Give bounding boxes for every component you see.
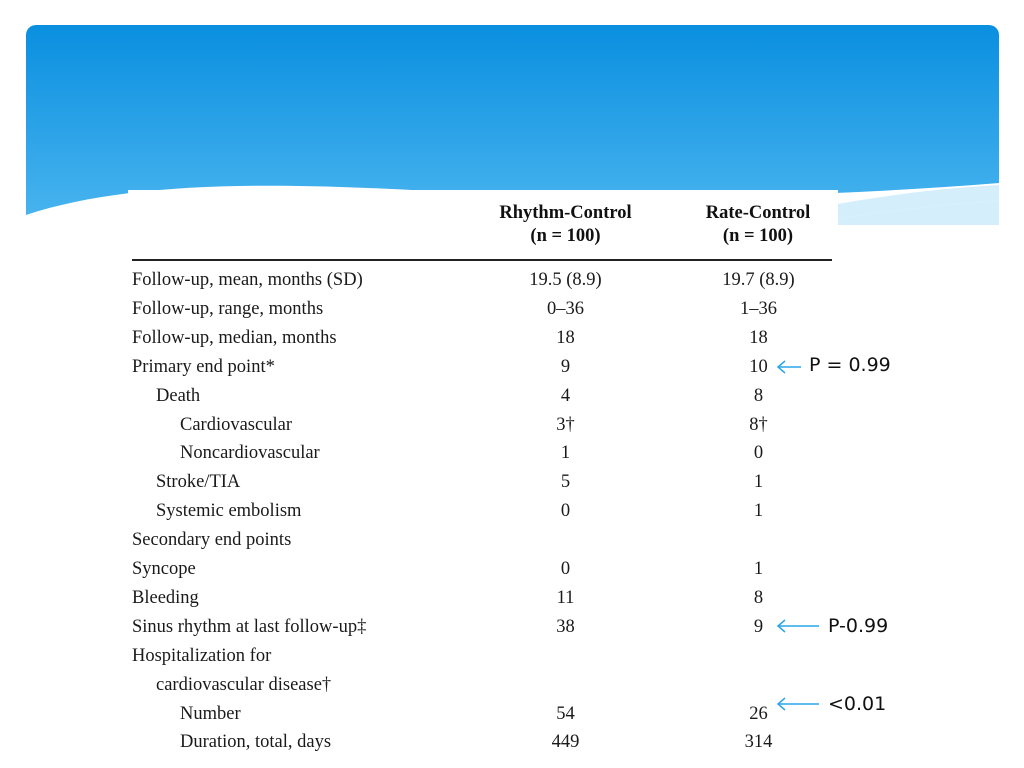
rate-control-value: 8† [749, 414, 768, 435]
rhythm-control-value: 1 [560, 443, 571, 464]
row-label: Secondary end points [132, 530, 292, 551]
header-sample-size: (n = 100) [530, 226, 601, 246]
row-label: Sinus rhythm at last follow-up‡ [132, 616, 367, 637]
table-row [128, 617, 838, 645]
table-row [128, 472, 838, 500]
rhythm-control-value: 0 [560, 501, 571, 522]
row-label: Follow-up, mean, months (SD) [132, 270, 363, 290]
table-row [128, 646, 838, 674]
row-label: Primary end point* [132, 356, 275, 377]
rhythm-control-value: 0 [560, 559, 571, 579]
row-label: Death [156, 385, 201, 406]
rate-control-value: 314 [744, 732, 773, 753]
rhythm-control-value: 5 [560, 472, 571, 493]
row-label: Number [180, 703, 241, 724]
rate-control-value: 9 [753, 616, 764, 637]
table-row [128, 357, 838, 385]
table-row [128, 443, 838, 471]
rhythm-control-value: 4 [560, 385, 571, 406]
rhythm-control-value: 19.5 (8.9) [529, 270, 602, 290]
results-table [128, 190, 838, 768]
rate-control-value: 8 [753, 587, 764, 608]
rate-control-value: 1 [753, 472, 764, 493]
table-row [128, 675, 838, 703]
rate-control-value: 1–36 [740, 298, 777, 319]
table-row [128, 501, 838, 529]
table-row [128, 328, 838, 356]
header-title: Rhythm-Control [499, 203, 632, 223]
p-value-annotation: <0.01 [828, 693, 887, 715]
header-title: Rate-Control [705, 203, 811, 223]
table-row [128, 704, 838, 732]
row-label: Duration, total, days [180, 732, 332, 753]
column-header-rhythm-control [478, 202, 653, 248]
rate-control-value: 1 [753, 501, 764, 522]
table-row [128, 386, 838, 414]
row-label: Bleeding [132, 587, 199, 608]
row-label: Follow-up, range, months [132, 298, 324, 319]
rhythm-control-value: 9 [560, 356, 571, 377]
row-label: Follow-up, median, months [132, 327, 337, 348]
header-divider [132, 259, 832, 261]
table-row [128, 299, 838, 327]
row-label: Cardiovascular [180, 414, 292, 435]
rate-control-value: 8 [753, 385, 764, 406]
rate-control-value: 19.7 (8.9) [722, 270, 795, 290]
rhythm-control-value: 18 [556, 327, 575, 348]
table-row [128, 559, 838, 587]
table-row [128, 270, 838, 298]
row-label: cardiovascular disease† [156, 674, 332, 695]
rate-control-value: 1 [753, 559, 764, 579]
row-label: Hospitalization for [132, 645, 272, 666]
table-row [128, 588, 838, 616]
rhythm-control-value: 54 [556, 703, 575, 724]
arrow-left-icon [776, 619, 820, 633]
rate-control-value: 10 [749, 356, 768, 377]
row-label: Syncope [132, 559, 196, 579]
row-label: Stroke/TIA [156, 472, 241, 493]
rhythm-control-value: 0–36 [547, 298, 584, 319]
row-label: Systemic embolism [156, 501, 302, 522]
rhythm-control-value: 11 [556, 587, 575, 608]
arrow-left-icon [776, 697, 820, 711]
column-header-rate-control [685, 202, 831, 248]
rate-control-value: 0 [753, 443, 764, 464]
rhythm-control-value: 38 [556, 616, 575, 637]
row-label: Noncardiovascular [180, 443, 320, 464]
table-row [128, 415, 838, 443]
p-value-annotation: P = 0.99 [809, 354, 891, 376]
table-row [128, 732, 838, 760]
rhythm-control-value: 449 [551, 732, 580, 753]
header-sample-size: (n = 100) [722, 226, 794, 246]
rhythm-control-value: 3† [556, 414, 575, 435]
arrow-left-icon [776, 360, 802, 374]
table-row [128, 530, 838, 558]
rate-control-value: 18 [749, 327, 768, 348]
p-value-annotation: P-0.99 [828, 615, 889, 637]
rate-control-value: 26 [749, 703, 768, 724]
